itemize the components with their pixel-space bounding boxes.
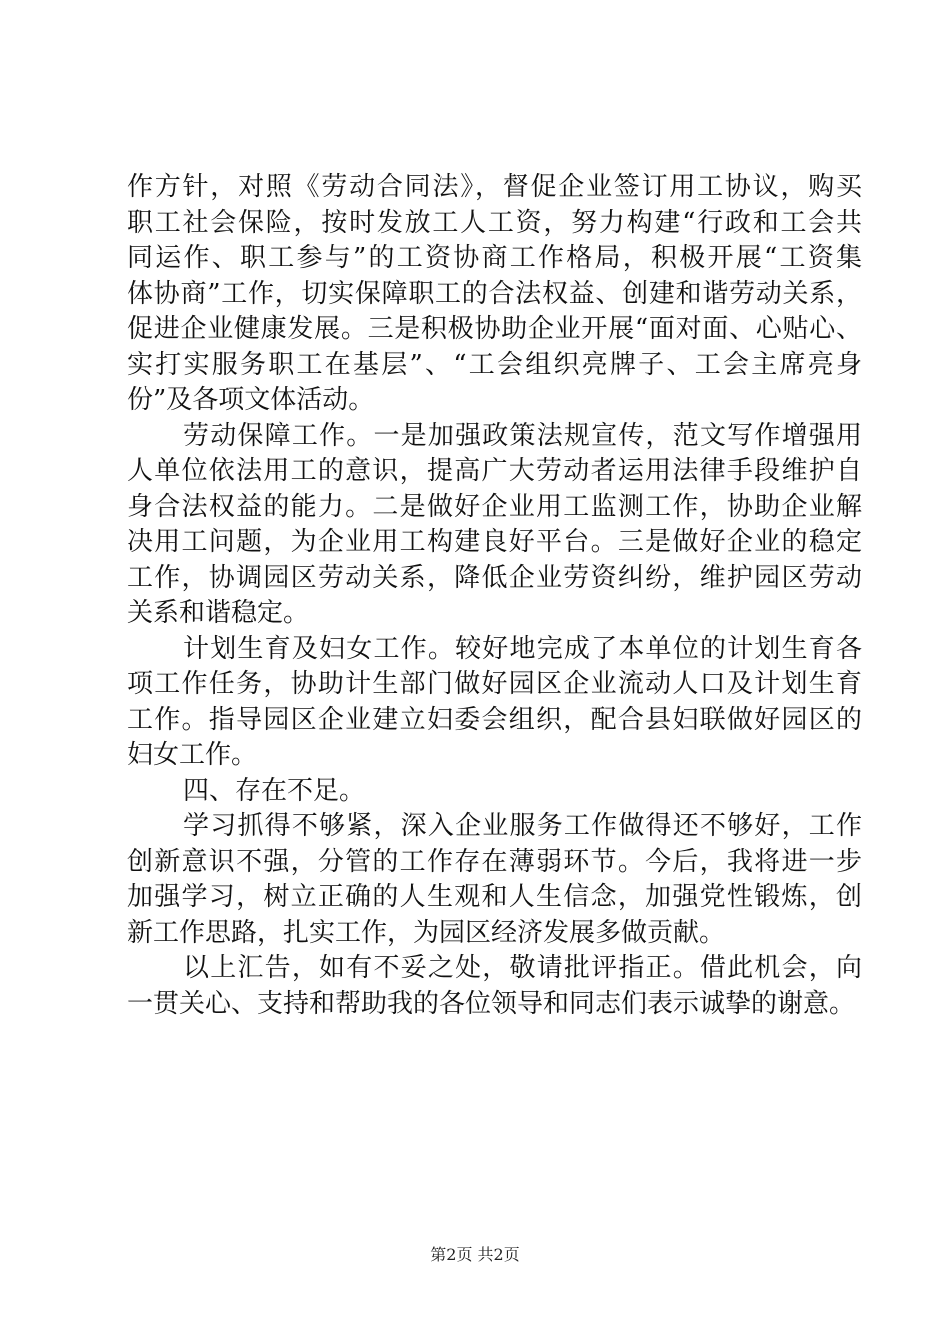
text-line: 人单位依法用工的意识，提高广大劳动者运用法律手段维护自 (127, 456, 862, 486)
text-line: 一贯关心、支持和帮助我的各位领导和同志们表示诚挚的谢意。 (127, 988, 856, 1019)
text-line: 新工作思路，扎实工作，为园区经济发展多做贡献。 (127, 917, 726, 948)
text-line: 促进企业健康发展。三是积极协助企业开展“面对面、心贴心、 (127, 314, 862, 344)
paragraph-start-line: 学习抓得不够紧，深入企业服务工作做得还不够好，工作 (183, 811, 862, 841)
text-line: 职工社会保险，按时发放工人工资，努力构建“行政和工会共 (127, 207, 862, 238)
text-line: 关系和谐稳定。 (127, 598, 310, 628)
page-number-footer: 第2页 共2页 (430, 1245, 520, 1264)
text-line: 决用工问题，为企业用工构建良好平台。三是做好企业的稳定 (127, 527, 862, 557)
text-line: 妇女工作。 (127, 740, 258, 770)
text-line: 工作。指导园区企业建立妇委会组织，配合县妇联做好园区的 (127, 704, 862, 735)
text-line: 工作，协调园区劳动关系，降低企业劳资纠纷，维护园区劳动 (127, 562, 862, 593)
document-body (127, 170, 862, 1022)
paragraph-start-line: 计划生育及妇女工作。较好地完成了本单位的计划生育各 (183, 633, 862, 664)
section-heading: 四、存在不足。 (183, 775, 366, 806)
paragraph-start-line: 劳动保障工作。一是加强政策法规宣传，范文写作增强用 (183, 420, 862, 451)
text-line: 加强学习，树立正确的人生观和人生信念，加强党性锻炼，创 (127, 882, 862, 912)
text-line: 实打实服务职工在基层”、“工会组织亮牌子、工会主席亮身 (127, 349, 862, 380)
paragraph-start-line: 以上汇告，如有不妥之处，敬请批评指正。借此机会，向 (183, 953, 862, 983)
text-line: 份”及各项文体活动。 (127, 385, 375, 415)
text-line: 同运作、职工参与”的工资协商工作格局，积极开展“工资集 (127, 243, 862, 273)
text-line: 作方针，对照《劳动合同法》，督促企业签订用工协议，购买 (127, 172, 862, 202)
text-line: 身合法权益的能力。二是做好企业用工监测工作，协助企业解 (127, 491, 862, 522)
text-line: 体协商”工作，切实保障职工的合法权益、创建和谐劳动关系， (127, 278, 862, 309)
text-line: 创新意识不强，分管的工作存在薄弱环节。今后，我将进一步 (127, 846, 862, 877)
text-line: 项工作任务，协助计生部门做好园区企业流动人口及计划生育 (127, 669, 862, 699)
